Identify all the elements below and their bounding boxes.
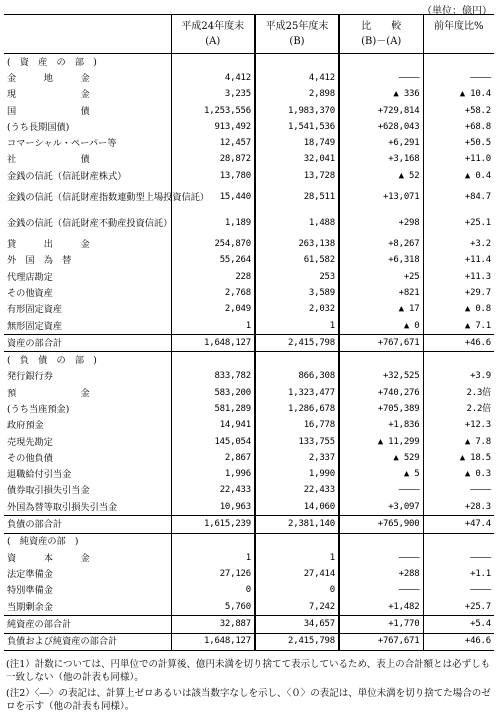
value-diff: +1,482 xyxy=(339,599,423,616)
value-fy25: 22,433 xyxy=(255,483,339,499)
header-blank xyxy=(4,15,171,54)
value-diff xyxy=(339,533,423,550)
table-row xyxy=(4,385,494,401)
value-fy25 xyxy=(255,533,339,550)
row-label: 特別準備金 xyxy=(7,585,53,597)
row-label: 負債の部合計 xyxy=(4,516,171,533)
value-diff: ▲ 5 xyxy=(339,467,423,483)
value-fy24: 0 xyxy=(171,583,255,599)
value-fy24: 13,780 xyxy=(171,168,255,184)
table-row xyxy=(4,119,494,135)
value-fy25: 7,242 xyxy=(255,599,339,616)
table-row xyxy=(4,135,494,151)
value-ratio: +84.7 xyxy=(423,184,494,210)
value-fy24: 5,760 xyxy=(171,599,255,616)
value-ratio: +68.8 xyxy=(423,119,494,135)
value-diff: +6,291 xyxy=(339,135,423,151)
value-fy25: 1,286,678 xyxy=(255,401,339,417)
value-ratio: ▲ 18.5 xyxy=(423,450,494,466)
table-row xyxy=(4,401,494,417)
value-fy24: 1,189 xyxy=(171,210,255,236)
total-row xyxy=(4,616,494,633)
table-row xyxy=(4,583,494,599)
value-ratio: +3.2 xyxy=(423,236,494,252)
value-ratio: ―――― xyxy=(423,550,494,566)
value-fy24: 32,887 xyxy=(171,616,255,633)
balance-sheet-table xyxy=(4,14,494,651)
table-row xyxy=(4,168,494,184)
table-row xyxy=(4,318,494,335)
value-fy25: 61,582 xyxy=(255,253,339,269)
value-diff: ▲ 17 xyxy=(339,302,423,318)
value-fy25: 2,415,798 xyxy=(255,633,339,650)
row-label: 国 債 xyxy=(7,105,90,117)
table-row xyxy=(4,467,494,483)
unit-label: （単位：億円） xyxy=(422,6,492,17)
value-ratio: ▲ 7.8 xyxy=(423,434,494,450)
table-row xyxy=(4,184,494,210)
value-diff: +298 xyxy=(339,210,423,236)
table-row xyxy=(4,70,494,86)
table-row xyxy=(4,550,494,566)
row-label: 発行銀行券 xyxy=(7,371,53,383)
value-ratio: +29.7 xyxy=(423,285,494,301)
value-fy24: 1,648,127 xyxy=(171,633,255,650)
row-label: 当期剰余金 xyxy=(7,601,53,613)
value-fy24: 1,648,127 xyxy=(171,335,255,352)
row-label: 無形固定資産 xyxy=(7,320,63,332)
value-diff: +8,267 xyxy=(339,236,423,252)
value-ratio: +28.3 xyxy=(423,499,494,516)
header-fy25: 平成25年度末 (B) xyxy=(255,15,339,54)
value-fy24: 2,049 xyxy=(171,302,255,318)
section-row xyxy=(4,54,494,71)
value-diff: +729,814 xyxy=(339,103,423,119)
value-ratio: ▲ 10.4 xyxy=(423,87,494,103)
value-ratio: +3.9 xyxy=(423,369,494,385)
value-diff: +288 xyxy=(339,566,423,582)
row-label: 資産の部合計 xyxy=(4,335,171,352)
row-label: (うち長期国債) xyxy=(7,121,70,133)
value-diff: +1,770 xyxy=(339,616,423,633)
value-fy24: 55,264 xyxy=(171,253,255,269)
value-fy25: 0 xyxy=(255,583,339,599)
table-row xyxy=(4,87,494,103)
table-row xyxy=(4,103,494,119)
table-row xyxy=(4,369,494,385)
value-diff: ▲ 529 xyxy=(339,450,423,466)
value-ratio xyxy=(423,533,494,550)
row-label: ( 負 債 の 部 ) xyxy=(4,352,171,369)
row-label: 代理店勘定 xyxy=(7,271,53,283)
header-diff: 比 較 (B)－(A) xyxy=(339,15,423,54)
value-fy24: 1 xyxy=(171,550,255,566)
table-row xyxy=(4,418,494,434)
table-row xyxy=(4,253,494,269)
value-fy24: 12,457 xyxy=(171,135,255,151)
table-row xyxy=(4,434,494,450)
row-label: 預 金 xyxy=(7,387,90,399)
value-diff: ▲ 0 xyxy=(339,318,423,335)
table-row xyxy=(4,236,494,252)
value-fy24: 228 xyxy=(171,269,255,285)
value-fy24: 28,872 xyxy=(171,152,255,168)
value-fy24: 583,200 xyxy=(171,385,255,401)
value-diff: +628,043 xyxy=(339,119,423,135)
row-label: 政府預金 xyxy=(7,420,44,432)
value-diff: ▲ 52 xyxy=(339,168,423,184)
header-ratio: 前年度比% xyxy=(423,15,494,54)
value-diff: +25 xyxy=(339,269,423,285)
value-ratio: ▲ 0.3 xyxy=(423,467,494,483)
value-diff: ―――― xyxy=(339,550,423,566)
value-ratio: +25.7 xyxy=(423,599,494,616)
row-label: 金銭の信託（信託財産株式） xyxy=(7,170,127,182)
value-fy25: 16,778 xyxy=(255,418,339,434)
value-fy25: 18,749 xyxy=(255,135,339,151)
value-fy25: 263,138 xyxy=(255,236,339,252)
value-diff: +3,168 xyxy=(339,152,423,168)
value-ratio: +5.4 xyxy=(423,616,494,633)
value-fy24: 14,941 xyxy=(171,418,255,434)
value-fy25: 866,308 xyxy=(255,369,339,385)
row-label: 現 金 xyxy=(7,89,90,101)
table-row xyxy=(4,210,494,236)
value-fy25: 2,898 xyxy=(255,87,339,103)
value-fy24 xyxy=(171,54,255,71)
value-ratio: +46.6 xyxy=(423,633,494,650)
table-row xyxy=(4,269,494,285)
value-ratio: +58.2 xyxy=(423,103,494,119)
note-2: (注2）〈―〉の表記は、計算上ゼロあるいは該当数字なしを示し、〈０〉の表記は、単位未満を切り捨てた場合のゼロを示す（他の計表も同様）。 xyxy=(6,688,491,712)
row-label: 外国為替等取引損失引当金 xyxy=(7,501,118,513)
row-label: 債券取引損失引当金 xyxy=(7,485,90,497)
value-fy25: 1,541,536 xyxy=(255,119,339,135)
value-fy24 xyxy=(171,352,255,369)
value-ratio: +47.4 xyxy=(423,516,494,533)
value-fy25: 1,323,477 xyxy=(255,385,339,401)
row-label: 金銭の信託（信託財産不動産投資信託） xyxy=(7,217,173,229)
value-fy25: 4,412 xyxy=(255,70,339,86)
value-fy25: 2,381,140 xyxy=(255,516,339,533)
row-label: 負債および純資産の部合計 xyxy=(4,633,171,650)
value-fy24: 145,054 xyxy=(171,434,255,450)
value-diff: +740,276 xyxy=(339,385,423,401)
value-diff: +3,097 xyxy=(339,499,423,516)
table-row xyxy=(4,566,494,582)
value-fy24: 581,289 xyxy=(171,401,255,417)
row-label: 純資産の部合計 xyxy=(4,616,171,633)
value-diff: +1,836 xyxy=(339,418,423,434)
value-ratio: ▲ 7.1 xyxy=(423,318,494,335)
value-diff: ▲ 11,299 xyxy=(339,434,423,450)
value-fy25 xyxy=(255,54,339,71)
value-fy24: 15,440 xyxy=(171,184,255,210)
value-ratio xyxy=(423,54,494,71)
table-row xyxy=(4,499,494,516)
value-fy24: 22,433 xyxy=(171,483,255,499)
value-fy24 xyxy=(171,533,255,550)
value-fy24: 2,867 xyxy=(171,450,255,466)
table-row xyxy=(4,450,494,466)
value-diff: +821 xyxy=(339,285,423,301)
value-fy24: 1,996 xyxy=(171,467,255,483)
total-row xyxy=(4,633,494,650)
value-fy25: 253 xyxy=(255,269,339,285)
value-ratio: +25.1 xyxy=(423,210,494,236)
section-row xyxy=(4,533,494,550)
header-fy24: 平成24年度末 (A) xyxy=(171,15,255,54)
value-fy25: 14,060 xyxy=(255,499,339,516)
row-label: 資 本 金 xyxy=(7,552,90,564)
table-row xyxy=(4,483,494,499)
value-ratio: ―――― xyxy=(423,483,494,499)
value-fy24: 1,615,239 xyxy=(171,516,255,533)
value-diff: +705,389 xyxy=(339,401,423,417)
value-fy24: 913,492 xyxy=(171,119,255,135)
footnotes xyxy=(6,658,494,716)
value-diff xyxy=(339,54,423,71)
value-fy25: 13,728 xyxy=(255,168,339,184)
value-fy25: 28,511 xyxy=(255,184,339,210)
value-ratio: +50.5 xyxy=(423,135,494,151)
total-row xyxy=(4,335,494,352)
value-fy25: 2,415,798 xyxy=(255,335,339,352)
value-fy24: 833,782 xyxy=(171,369,255,385)
row-label: 法定準備金 xyxy=(7,568,53,580)
value-fy24: 2,768 xyxy=(171,285,255,301)
value-ratio xyxy=(423,352,494,369)
value-diff: ▲ 336 xyxy=(339,87,423,103)
value-ratio: ―――― xyxy=(423,70,494,86)
value-fy24: 254,870 xyxy=(171,236,255,252)
value-diff: ―――― xyxy=(339,70,423,86)
row-label: 金 地 金 xyxy=(7,72,90,84)
value-ratio: +11.0 xyxy=(423,152,494,168)
value-fy25 xyxy=(255,352,339,369)
value-fy25: 2,032 xyxy=(255,302,339,318)
value-ratio: ―――― xyxy=(423,583,494,599)
table-row xyxy=(4,599,494,616)
row-label: 金銭の信託（信託財産指数連動型上場投資信託） xyxy=(7,191,210,203)
value-fy24: 4,412 xyxy=(171,70,255,86)
value-ratio: 2.3倍 xyxy=(423,385,494,401)
value-ratio: +1.1 xyxy=(423,566,494,582)
row-label: 売現先勘定 xyxy=(7,436,53,448)
row-label: その他負債 xyxy=(7,452,53,464)
row-label: 貸 出 金 xyxy=(7,239,90,251)
table-row xyxy=(4,152,494,168)
value-fy25: 133,755 xyxy=(255,434,339,450)
value-fy24: 1,253,556 xyxy=(171,103,255,119)
value-diff xyxy=(339,352,423,369)
row-label: コマーシャル・ペーパー等 xyxy=(7,138,117,150)
note-1: (注1）計数については、円単位での計算後、億円未満を切り捨てて表示しているため、表上の合計額とは必ずしも一致しない（他の計表も同様）。 xyxy=(6,659,491,683)
value-fy25: 3,589 xyxy=(255,285,339,301)
header-row xyxy=(4,15,494,54)
value-fy24: 3,235 xyxy=(171,87,255,103)
row-label: 有形固定資産 xyxy=(7,304,63,316)
value-fy25: 2,337 xyxy=(255,450,339,466)
value-fy25: 34,657 xyxy=(255,616,339,633)
row-label: 退職給付引当金 xyxy=(7,469,72,481)
row-label: その他資産 xyxy=(7,287,53,299)
value-diff: +767,671 xyxy=(339,633,423,650)
row-label: 外 国 為 替 xyxy=(7,255,72,267)
value-ratio: +46.6 xyxy=(423,335,494,352)
value-fy25: 1,983,370 xyxy=(255,103,339,119)
value-fy25: 1 xyxy=(255,318,339,335)
section-row xyxy=(4,352,494,369)
value-ratio: +11.3 xyxy=(423,269,494,285)
value-diff: +765,900 xyxy=(339,516,423,533)
value-diff: ―――― xyxy=(339,583,423,599)
value-ratio: 2.2倍 xyxy=(423,401,494,417)
row-label: 社 債 xyxy=(7,154,90,166)
value-diff: +767,671 xyxy=(339,335,423,352)
table-row xyxy=(4,285,494,301)
value-diff: +6,318 xyxy=(339,253,423,269)
value-ratio: +12.3 xyxy=(423,418,494,434)
value-fy24: 27,126 xyxy=(171,566,255,582)
value-fy25: 1,488 xyxy=(255,210,339,236)
value-fy25: 27,414 xyxy=(255,566,339,582)
value-fy25: 32,041 xyxy=(255,152,339,168)
value-diff: +13,071 xyxy=(339,184,423,210)
row-label: ( 資 産 の 部 ) xyxy=(4,54,171,71)
value-diff: +32,525 xyxy=(339,369,423,385)
value-fy24: 10,963 xyxy=(171,499,255,516)
value-fy24: 1 xyxy=(171,318,255,335)
total-row xyxy=(4,516,494,533)
value-ratio: +11.4 xyxy=(423,253,494,269)
value-fy25: 1 xyxy=(255,550,339,566)
value-ratio: ▲ 0.4 xyxy=(423,168,494,184)
table-row xyxy=(4,302,494,318)
row-label: ( 純資産の部 ) xyxy=(4,533,171,550)
value-diff: ―――― xyxy=(339,483,423,499)
value-ratio: ▲ 0.8 xyxy=(423,302,494,318)
value-fy25: 1,990 xyxy=(255,467,339,483)
row-label: (うち当座預金) xyxy=(7,403,70,415)
